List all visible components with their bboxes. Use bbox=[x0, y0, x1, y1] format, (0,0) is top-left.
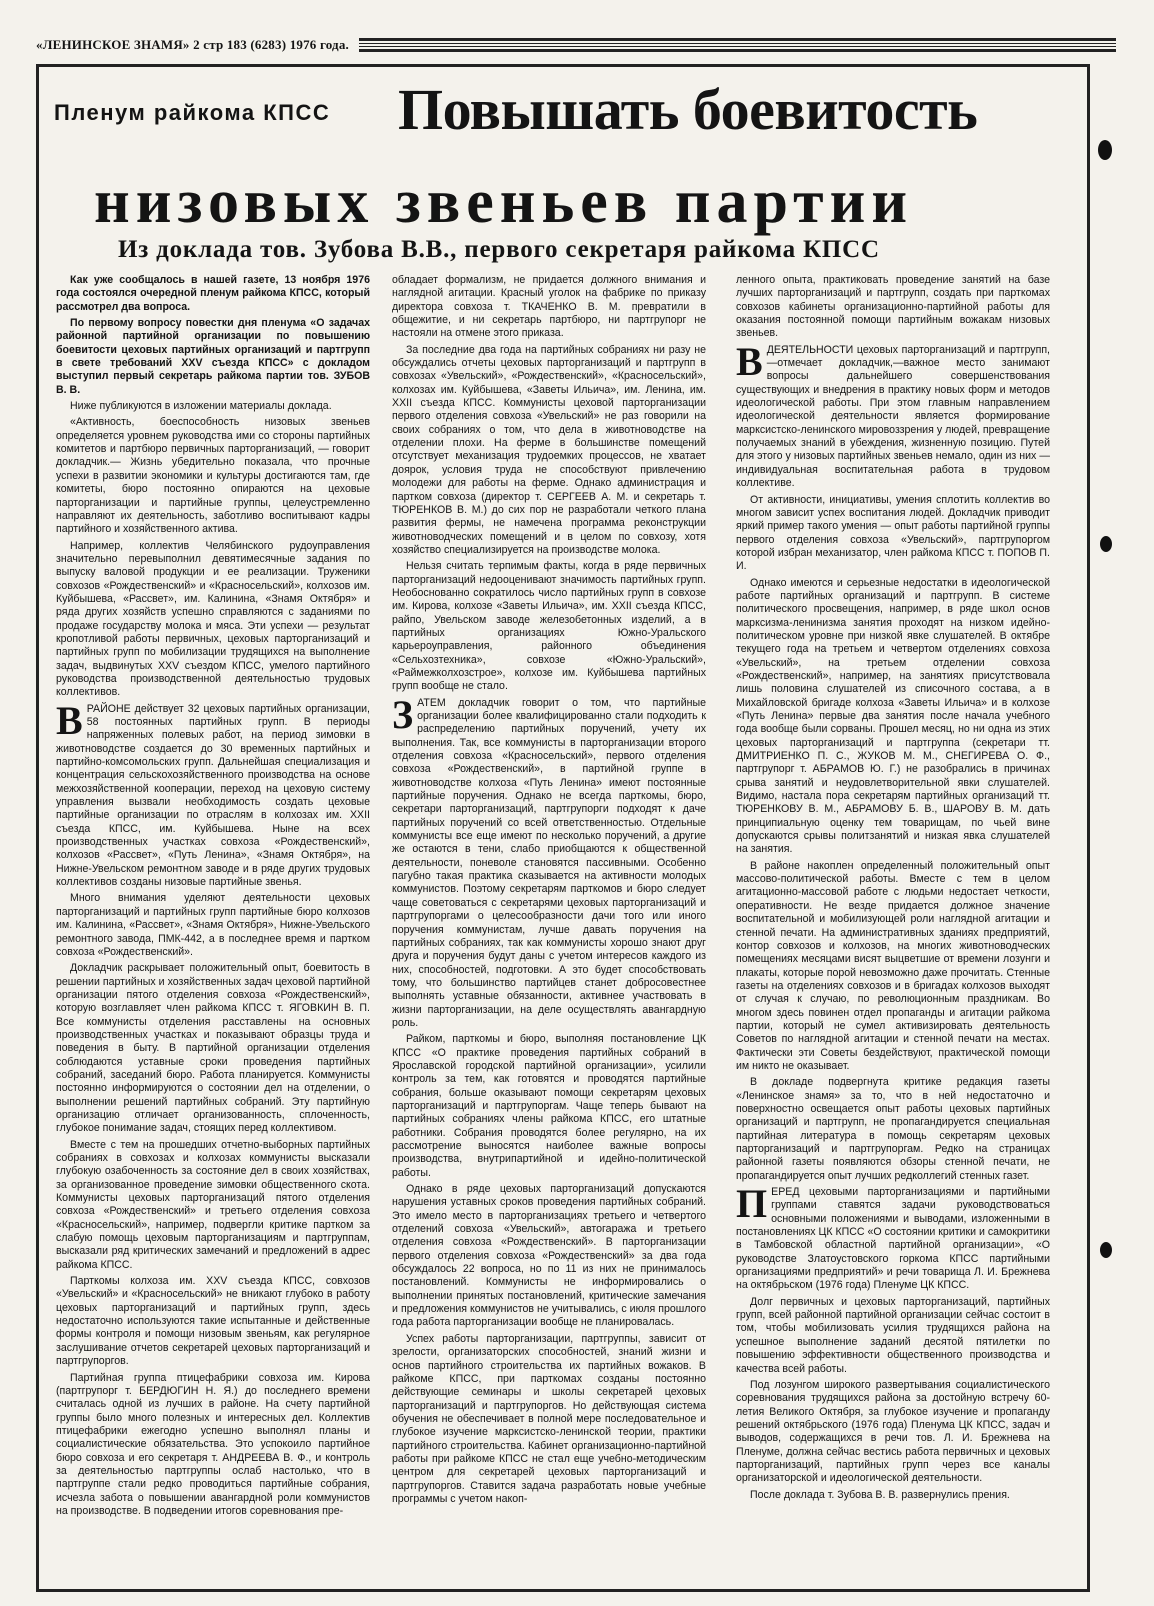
body-paragraph: Однако в ряде цеховых парторганизаций допускаются нарушения уставных сроков проведения партийных собраний. Это имело место в парторганизациях третьего и четвертого отделений совхоза «Увельский», автогаража и третьего отделения совхоза «Рождественский». В парторганизации первого отделения совхоза «Рождественский» за два года обсуждалось 22 вопроса, но по 11 из них не принималось постановлений. Коммунисты не информировались о выполнении принятых постановлений, критические замечания и предложения коммунистов не учитывались, с июля прошлого года работа парторганизации вообще не планировалась. bbox=[392, 1183, 706, 1329]
drop-cap-letter: В bbox=[736, 338, 763, 384]
lead-paragraph: По первому вопросу повестки дня пленума «О задачах районной партийной организации по повышению боевитости цеховых партийных организаций и партгрупп в свете требований XXV съезда КПСС» с докладом выступил первый секретарь райкома партии тов. ЗУБОВ В. В. bbox=[56, 317, 370, 396]
section-kicker: Пленум райкома КПСС bbox=[54, 100, 331, 125]
headline-line-2: низовых звеньев партии bbox=[94, 168, 914, 236]
article-column-1 bbox=[56, 274, 370, 1586]
ink-blot bbox=[1100, 1242, 1112, 1258]
body-paragraph: Парткомы колхоза им. XXV съезда КПСС, совхозов «Увельский» и «Красносельский» не вникают глубоко в работу цеховых парторганизаций и партийных групп, здесь недостаточно используются такие испытанные и действенные формы контроля и помощи низовым звеньям, как регулярное заслушивание отчетов секретарей цеховых парторганизаций и партгрупоргов. bbox=[56, 1275, 370, 1368]
drop-cap-letter: П bbox=[736, 1181, 768, 1227]
body-paragraph: От активности, инициативы, умения сплотить коллектив во многом зависит успех воспитания людей. Докладчик приводит яркий пример такого умения — опыт работы партийной группы первого отделения совхоза «Увельский», партгрупоргом которой избран механизатор, член райкома КПСС т. ПОПОВ П. И. bbox=[736, 493, 1050, 573]
body-paragraph: Успех работы парторганизации, партгруппы, зависит от зрелости, организаторских способностей, знаний жизни и основ партийного строительства их партийных вожаков. В райкоме КПСС, при парткомах созданы постоянно действующие семинары и школы секретарей цеховых парторганизаций и партгрупоргов. Но действующая система обучения не обеспечивает в полной мере последовательное и глубокое изучение марксистско-ленинской теории, практики партийного строительства. Кабинет организационно-партийной работы при райкоме КПСС не стал еще учебно-методическим центром для секретарей цеховых парторганизаций и партгрупоргов. Ставится задача разработать новые учебные программы с учетом накоп- bbox=[392, 1332, 706, 1505]
masthead-line bbox=[36, 34, 1116, 56]
headline-line-1: Повышать боевитость bbox=[398, 77, 978, 142]
body-paragraph: Однако имеются и серьезные недостатки в идеологической работе партийных организаций и партгрупп. В системе политического просвещения, например, в ряде школ основ марксизма-ленинизма занятия проходят на низком идейно-политическом уровне при низкой явке слушателей. В октябре текущего года на третьем и четвертом отделениях совхоза «Увельский», на третьем отделении совхоза «Рождественский», например, на занятиях присутствовала лишь половина слушателей из списочного состава, а в Михайловской бригаде колхоза «Заветы Ильича» и в колхозе «Путь Ленина» первые два занятия после начала учебного года вообще были сорваны. Прошел месяц, но ни одна из этих цеховых парторганизаций и партгруппа (секретари тт. ДМИТРИЕНКО П. С., ЖУКОВ М. М., СНЕГИРЕВА О. Ф., партгрупорг т. АБРАМОВ Ю. Г.) не разобрались в причинах срыва занятий и неудовлетворительной явки слушателей. Видимо, настала пора секретарям партийных организаций тт. ТЮРЕНКОВУ В. М., АБРАМОВУ Б. В., ШАРОВУ В. М. дать принципиальную оценку тем товарищам, по чьей вине допускаются срывы политзанятий и низкая явка слушателей на занятия. bbox=[736, 576, 1050, 856]
body-paragraph: Ниже публикуются в изложении материалы доклада. bbox=[70, 400, 332, 413]
body-paragraph: В докладе подвергнута критике редакция газеты «Ленинское знамя» за то, что в ней недостаточно и поверхностно освещается опыт работы цеховых партийных организаций и партгрупп, не пропагандируется специальная партийная литература в помощь секретарям цеховых парторганизаций и партгрупоргам. Редко на страницах районной газеты появляются обзоры стенной печати, не пропагандируется опыт лучших редколлегий стенных газет. bbox=[736, 1076, 1050, 1182]
body-paragraph: ленного опыта, практиковать проведение занятий на базе лучших парторганизаций и партгрупп, создать при парткомах совхозов кабинеты организационно-партийной работы для оказания постоянной помощи партийным вожакам низовых звеньев. bbox=[736, 274, 1050, 340]
ink-blot bbox=[1098, 140, 1112, 160]
body-paragraph: Партийная группа птицефабрики совхоза им. Кирова (партгрупорг т. БЕРДЮГИН Н. Я.) до последнего времени считалась одной из лучших в районе. На счету партийной группы было много полезных и интересных дел. Коллектив птицефабрики ежегодно успешно выполнял планы и социалистические обязательства. Это успокоило партийное бюро совхоза и его секретаря т. АНДРЕЕВА В. Ф., и контроль за деятельностью партгруппы ослаб настолько, что в партгруппе стали редко проводиться партийные собрания, исчезла забота о повышении авангардной роли коммунистов на производстве. В подведении итогов соревнования пре- bbox=[56, 1371, 370, 1517]
lead-paragraph: Как уже сообщалось в нашей газете, 13 ноября 1976 года состоялся очередной пленум райкома КПСС, который рассмотрел два вопроса. bbox=[56, 274, 370, 313]
body-paragraph: обладает формализм, не придается должного внимания и наглядной агитации. Красный уголок на фабрике по приказу директора совхоза т. ТКАЧЕНКО В. М. превратили в общежитие, и ни секретарь партбюро, ни партгрупорг не настояли на отмене этого приказа. bbox=[392, 274, 706, 340]
body-paragraph: Нельзя считать терпимым факты, когда в ряде первичных парторганизаций недооценивают значимость партийных групп. Необоснованно сократилось число партийных групп в совхозе им. Кирова, колхозе «Заветы Ильича», им. XXII съезда КПСС, райпо, Увельском заводе железобетонных изделий, а в партийных организациях Южно-Уральского карьероуправления, районного объединения «Сельхозтехника», совхозе «Южно-Уральский», «Раймежколхозстрое», колхозе им. Куйбышева партийных групп вообще не стало. bbox=[392, 560, 706, 693]
article-column-2 bbox=[392, 274, 706, 1586]
body-paragraph: За последние два года на партийных собраниях ни разу не обсуждались отчеты цеховых парторганизаций и партгрупп в совхозах «Увельский», «Рождественский», «Красносельский», колхозах им. Куйбышева, «Заветы Ильича», им. Ленина, им. XXII съезда КПСС. Коммунисты цеховой парторганизации первого отделения совхоза «Увельский» не раз говорили на своих собраниях о том, что дела в животноводстве на отделении плохи. На ферме в большинстве помещений отсутствует механизация трудоемких процессов, не хватает доярок, условия труда не способствуют привлечению молодежи для работы на ферме. Однако администрация и партком совхоза (директор т. СЕРГЕЕВ А. М. и секретарь т. ТЮРЕНКОВ В. М.) до сих пор не разработали четкого плана развития фермы, не намечена программа реконструкции животноводческих помещений и в целом по совхозу, хотя хозяйство специализируется на производстве молока. bbox=[392, 343, 706, 556]
drop-cap-letter: В bbox=[56, 697, 83, 743]
body-paragraph-dropcap: В РАЙОНЕ действует 32 цеховых партийных организации, 58 постоянных партийных групп. В периоды напряженных полевых работ, на период зимовки в животноводстве создается до 30 временных партийных и партийно-комсомольских групп. Дальнейшая специализация и концентрация сельскохозяйственного производства на основе межхозяйственной кооперации, переход на цеховую систему управления вызвали необходимость создать цеховые партийные организации по отраслям в колхозах им. XXII съезда КПСС, им. Куйбышева. Ныне на всех производственных участках совхоза «Рождественский», колхозов «Рассвет», «Путь Ленина», «Знамя Октября», на Нижне-Увельском ремонтном заводе и в ряде других трудовых коллективов созданы низовые партийные звенья. bbox=[56, 697, 370, 889]
article-column-3 bbox=[736, 274, 1050, 1586]
body-paragraph: Вместе с тем на прошедших отчетно-выборных партийных собраниях в совхозах и колхозах коммунисты высказали глубокую озабоченность за состояние дел в своих хозяйствах, за организованное проведение зимовки общественного скота. Коммунисты цеховых парторганизаций пятого отделения совхоза «Рождественский» и третьего отделения совхоза «Красносельский», например, подвергли критике партком за слабую помощь цеховым парторганизациям и партгруппам, высказали ряд критических замечаний и предложений в адрес райкома КПСС. bbox=[56, 1138, 370, 1271]
body-paragraph: Долг первичных и цеховых парторганизаций, партийных групп, всей районной партийной организации сейчас состоит в том, чтобы мобилизовать усилия трудящихся района на успешное выполнение заданий десятой пятилетки по повышению эффективности общественного производства и качества всей работы. bbox=[736, 1295, 1050, 1375]
body-paragraph: Под лозунгом широкого развертывания социалистического соревнования трудящихся района за достойную встречу 60-летия Великого Октября, за глубокое изучение и пропаганду решений октябрьского (1976 года) Пленума ЦК КПСС, задач и выводов, содержащихся в речи тов. Л. И. Брежнева на Пленуме, должна сейчас вестись работа первичных и цеховых парторганизаций, партийных групп через все каналы организаторской и идеологической деятельности. bbox=[736, 1378, 1050, 1485]
body-paragraph-dropcap: ПЕРЕД цеховыми парторганизациями и партийными группами ставятся задачи руководствоваться основными положениями и выводами, изложенными в постановлениях ЦК КПСС «О состоянии критики и самокритики в Тамбовской областной партийной организации», «О руководстве Златоустовского горкома КПСС партийными организациями предприятий» и речи товарища Л. И. Брежнева на октябрьском (1976 года) Пленуме ЦК КПСС. bbox=[736, 1181, 1050, 1292]
body-paragraph: В районе накоплен определенный положительный опыт массово-политической работы. Вместе с тем в целом агитационно-массовой работе с людьми недостает четкости, оперативности. Не везде придается должное значение воспитательной и мобилизующей роли наглядной агитации и стенной печати. На административных зданиях предприятий, контор совхозов и колхозов, на многих животноводческих помещениях месяцами висят выцветшие от времени лозунги и плакаты, которые порой невозможно даже прочитать. Стенные газеты на отделениях совхозов и в бригадах колхозов выходят от случая к случаю, по революционным праздникам. Во многом здесь повинен отдел пропаганды и агитации райкома партии, который не сумел активизировать деятельность Советов по наглядной агитации и стенной печати на местах. Фактически эти Советы бездействуют, практической помощи им никто не оказывает. bbox=[736, 859, 1050, 1072]
body-paragraph: После доклада т. Зубова В. В. развернулись прения. bbox=[750, 1488, 1010, 1501]
article-subhead: Из доклада тов. Зубова В.В., первого секретаря райкома КПСС bbox=[118, 236, 880, 263]
body-paragraph: Например, коллектив Челябинского рудоуправления значительно перевыполнил девятимесячные задания по выпуску валовой продукции и ее реализации. Труженики совхозов «Рождественский» и «Красносельский», колхозов им. Куйбышева, «Рассвет», им. Калинина, «Знамя Октября» и ряда других хозяйств успешно справляются с заданиями по продаже государству молока и мяса. Эти успехи — результат кропотливой работы первичных, цеховых парторганизаций и партийных групп по мобилизации трудящихся на выполнение задач, выдвинутых XXV съездом КПСС, умелого партийного руководства производственной деятельностью трудовых коллективов. bbox=[56, 539, 370, 699]
body-paragraph-dropcap: ЗАТЕМ докладчик говорит о том, что партийные организации более квалифицированно стали подходить к распределению партийных поручений, учету их выполнения. Так, все коммунисты в парторганизации второго отделения совхоза «Красносельский», первого отделения совхоза «Рождественский», в партийной группе в животноводстве колхоза «Путь Ленина» имеют постоянные партийные поручения. Однако не всегда парткомы, бюро, секретари парторганизаций, партгрупорги подходят к даче партийных поручений со всей ответственностью. Отдельные коммунисты все еще имеют по несколько поручений, а другие же остаются в тени, слабо приобщаются к общественной деятельности, поневоле становятся пассивными. Особенно пагубно такая практика сказывается на активности молодых коммунистов. Поэтому секретарям парткомов и бюро следует чаще советоваться с секретарями цеховых парторганизаций и партгрупоргами о целесообразности дачи того или иного поручения коммунистам, лучше давать поручения на партийных собраниях, так как коммунисты хорошо знают друг друга и поручения будут даны с учетом интересов каждого из них, способностей, подготовки. А это будет способствовать тому, что большинство партийцев станет добросовестнее выполнять уставные обязанности, активнее участвовать в жизни парторганизации, на деле осуществлять авангардную роль. bbox=[392, 691, 706, 1029]
body-paragraph: Докладчик раскрывает положительный опыт, боевитость в решении партийных и хозяйственных задач цеховой партийной организации пятого отделения совхоза «Рождественский», которую возглавляет член райкома КПСС т. ЯГОВКИН В. П. Все коммунисты отделения расставлены на основных производственных участках и показывают образцы труда и поведения в быту. В партийной организации отделения соблюдаются уставные сроки проведения партийных собраний, заседаний бюро. Работа планируется. Коммунисты постоянно информируются о состоянии дел на отделении, о выполнении решений партийных собраний. Эту партийную организацию отличает организованность, сплоченность, глубокое понимание задач, стоящих перед коллективом. bbox=[56, 962, 370, 1135]
body-paragraph: «Активность, боеспособность низовых звеньев определяется уровнем руководства ими со стороны партийных комитетов и партбюро первичных парторганизаций, — говорит докладчик.— Жизнь убедительно показала, что прочные успехи в развитии экономики и культуры достигаются там, где комитеты, бюро постоянно опираются на цеховые парторганизации и партийные группы, целеустремленно направляют их деятельность, заботливо воспитывают кадры партийного и хозяйственного актива. bbox=[56, 416, 370, 536]
body-paragraph-dropcap: В ДЕЯТЕЛЬНОСТИ цеховых парторганизаций и партгрупп, —отмечает докладчик,—важное место занимают вопросы дальнейшего совершенствования существующих и внедрения в практику новых форм и методов идеологической работы. При этом главным направлением идеологической деятельности является формирование марксистско-ленинского мировоззрения у людей, превращение получаемых знаний в убеждения, жизненную позицию. Путей для этого у низовых партийных звеньев немало, один из них — индивидуальная воспитательная работа в трудовом коллективе. bbox=[736, 338, 1050, 490]
ink-blot bbox=[1100, 536, 1112, 552]
drop-cap-letter: З bbox=[392, 691, 414, 737]
masthead: «ЛЕНИНСКОЕ ЗНАМЯ» 2 стр 183 (6283) 1976 года. bbox=[36, 37, 349, 52]
body-paragraph: Много внимания уделяют деятельности цеховых парторганизаций и партийных групп партийные бюро колхозов им. Калинина, «Рассвет», «Знамя Октября», Нижне-Увельского ремонтного завода, ПМК-442, а в последнее время и партком совхоза «Рождественский». bbox=[56, 892, 370, 958]
body-paragraph: Райком, парткомы и бюро, выполняя постановление ЦК КПСС «О практике проведения партийных собраний в Ярославской городской партийной организации», усилили контроль за тем, как готовятся и проводятся партийные собрания, больше оказывают помощи секретарям цеховых парторганизаций и партгрупоргам. Чаще теперь бывают на партийных собраниях члены райкома КПСС, его штатные работники. Собрания проводятся более регулярно, на их рассмотрение выносятся наиболее важные вопросы производства, внутрипартийной и идейно-политической работы. bbox=[392, 1033, 706, 1179]
masthead-rule bbox=[359, 38, 1116, 52]
